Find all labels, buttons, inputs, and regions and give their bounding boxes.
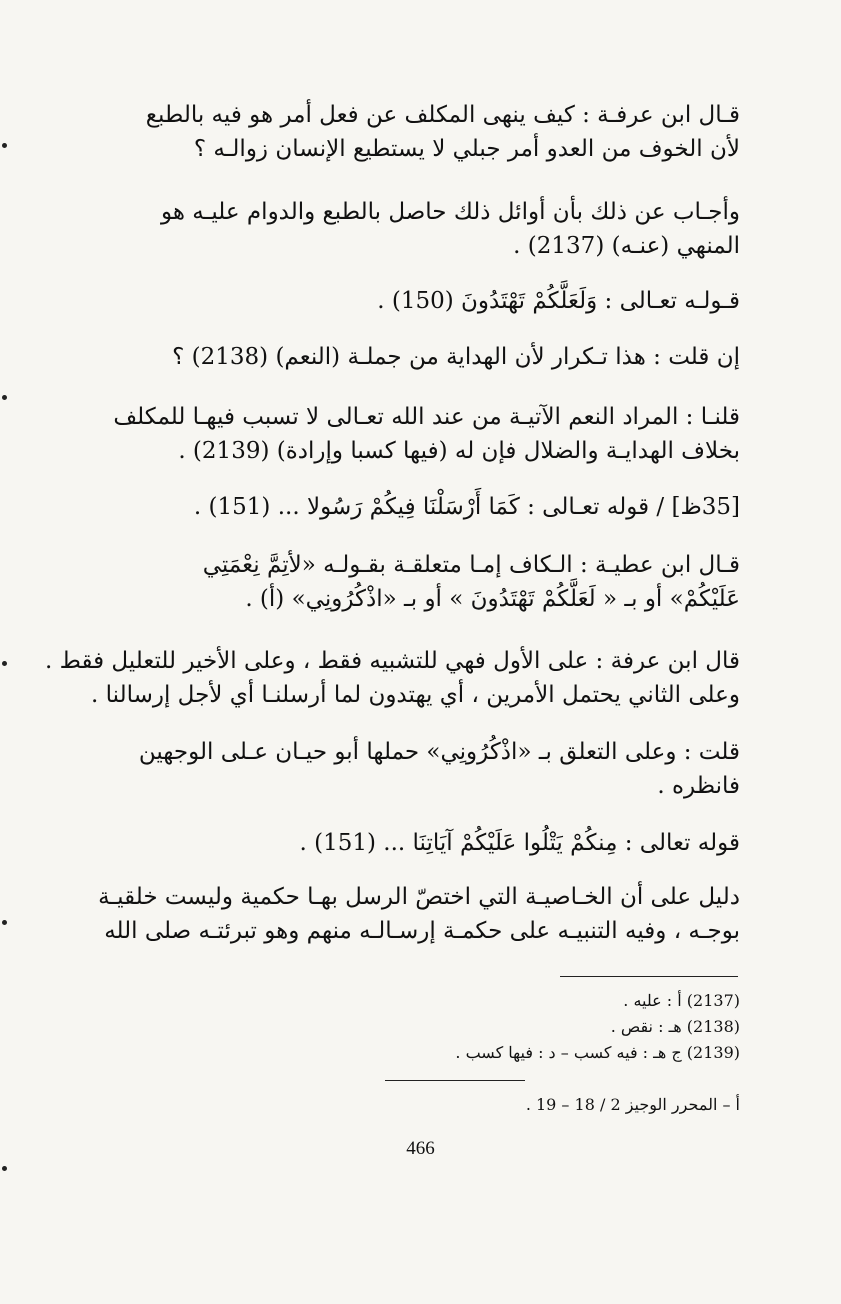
paragraph-10 — [100, 826, 740, 860]
text-line: قـال ابن عرفـة : كيف ينهى المكلف عن فعل أمر هو فيه بالطبع — [145, 102, 740, 128]
text-line: المنهي (عنـه) (2137) . — [513, 233, 740, 259]
reference-note — [300, 1092, 740, 1118]
text-line: لأن الخوف من العدو أمر جبلي لا يستطيع الإنسان زوالـه ؟ — [193, 136, 740, 162]
paragraph-4 — [100, 340, 740, 374]
text-line: قال ابن عرفة : على الأول فهي للتشبيه فقط ، وعلى الأخير للتعليل فقط . — [44, 648, 740, 674]
paragraph-11 — [100, 880, 740, 948]
paragraph-7 — [100, 548, 740, 616]
paragraph-1 — [100, 98, 740, 166]
footnote-2138: (2138) هـ : نقص . — [610, 1017, 740, 1036]
footnotes — [300, 988, 740, 1066]
text-line: قـال ابن عطيـة : الـكاف إمـا متعلقـة بقـولـه «لأتِمَّ نِعْمَتِي — [202, 552, 740, 578]
text-line: بخلاف الهدايـة والضلال فإن له (فيها كسبا وإرادة) (2139) . — [178, 438, 740, 464]
text-line: بوجـه ، وفيه التنبيـه على حكمـة إرسـالـه منهم وهو تبرئتـه صلى الله — [104, 918, 740, 944]
paragraph-8 — [44, 644, 740, 712]
paragraph-3 — [100, 284, 740, 318]
text-line: قوله تعالى : مِنكُمْ يَتْلُوا عَلَيْكُمْ آيَاتِنَا ... (151) . — [299, 830, 740, 856]
text-line: دليل على أن الخـاصيـة التي اختصّ الرسل بهـا حكمية وليست خلقيـة — [98, 884, 740, 910]
text-line: قلنـا : المراد النعم الآتيـة من عند الله تعـالى لا تسبب فيهـا للمكلف — [113, 404, 740, 430]
scan-mark — [2, 1166, 7, 1171]
paragraph-9 — [100, 735, 740, 803]
footnote-2139: (2139) ج هـ : فيه كسب – د : فيها كسب . — [455, 1043, 740, 1062]
scan-mark — [2, 920, 7, 925]
text-line: قلت : وعلى التعلق بـ «اذْكُرُونِي» حملها أبو حيـان عـلى الوجهين — [138, 739, 740, 765]
footnote-2137: (2137) أ : عليه . — [623, 991, 740, 1010]
paragraph-6 — [100, 490, 740, 524]
text-line: قـولـه تعـالى : وَلَعَلَّكُمْ تَهْتَدُونَ (150) . — [377, 288, 740, 314]
text-line: إن قلت : هذا تـكرار لأن الهداية من جملـة (النعم) (2138) ؟ — [172, 344, 740, 370]
paragraph-2 — [100, 195, 740, 263]
scan-mark — [2, 395, 7, 400]
scan-mark — [2, 661, 7, 666]
paragraph-5 — [100, 400, 740, 468]
text-line: فانظره . — [657, 773, 740, 799]
text-line: وأجـاب عن ذلك بأن أوائل ذلك حاصل بالطبع والدوام عليـه هو — [160, 199, 740, 225]
footnote-separator — [560, 976, 738, 977]
text-line: عَلَيْكُمْ» أو بـ « لَعَلَّكُمْ تَهْتَدُونَ » أو بـ «اذْكُرُونِي» (أ) . — [245, 586, 740, 612]
reference-text: أ – المحرر الوجيز 2 / 18 – 19 . — [525, 1095, 740, 1114]
text-line: وعلى الثاني يحتمل الأمرين ، أي يهتدون لما أرسلنـا أي لأجل إرسالنا . — [91, 682, 740, 708]
text-line: [35ظ] / قوله تعـالى : كَمَا أَرْسَلْنَا فِيكُمْ رَسُولا ... (151) . — [193, 494, 740, 520]
page-number: 466 — [406, 1138, 435, 1159]
scan-mark — [2, 143, 7, 148]
reference-separator — [385, 1080, 525, 1081]
